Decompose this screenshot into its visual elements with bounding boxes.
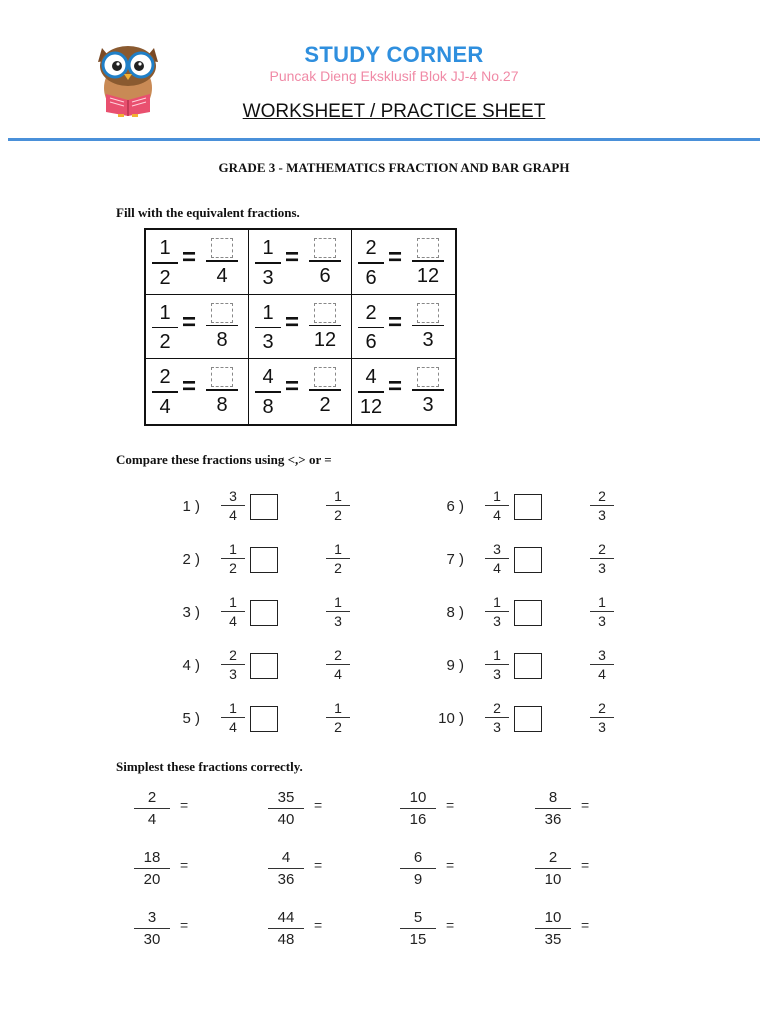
answer-box[interactable] <box>514 547 542 573</box>
answer-box[interactable] <box>514 600 542 626</box>
fraction-bar <box>326 558 350 559</box>
fraction-bar <box>590 611 614 612</box>
fraction-bar <box>326 717 350 718</box>
fraction-bar <box>412 389 444 391</box>
answer-box[interactable] <box>250 600 278 626</box>
fraction-bar <box>412 260 444 262</box>
fraction <box>152 365 178 419</box>
compare-item <box>424 541 624 581</box>
denominator: 3 <box>493 719 501 735</box>
fraction-answer <box>412 301 444 353</box>
fraction-bar <box>221 717 245 718</box>
denominator: 3 <box>493 613 501 629</box>
equals-sign: = <box>285 373 300 401</box>
denominator: 4 <box>493 507 501 523</box>
numerator: 8 <box>548 789 558 806</box>
denominator: 36 <box>544 811 562 829</box>
header-divider <box>8 138 760 141</box>
equivalent-cell <box>146 359 249 424</box>
denominator: 6 <box>365 266 377 289</box>
fraction-bar <box>268 928 304 929</box>
denominator: 4 <box>147 811 157 829</box>
denominator: 3 <box>598 719 606 735</box>
fraction <box>485 647 509 682</box>
fraction <box>590 594 614 629</box>
fraction-answer <box>309 301 341 353</box>
answer-box[interactable] <box>314 367 336 387</box>
denominator: 6 <box>365 331 377 354</box>
fraction <box>221 700 245 735</box>
answer-box[interactable] <box>314 303 336 323</box>
equals-sign: = <box>581 917 590 933</box>
numerator: 2 <box>147 789 157 806</box>
fraction-bar <box>221 611 245 612</box>
simplify-item <box>400 849 510 893</box>
fraction <box>326 488 350 523</box>
brand-title: STUDY CORNER <box>304 42 484 67</box>
equivalent-cell <box>352 359 455 424</box>
fraction-answer <box>412 365 444 417</box>
compare-item <box>160 541 360 581</box>
answer-box[interactable] <box>314 238 336 258</box>
fraction <box>485 594 509 629</box>
fraction-bar <box>590 558 614 559</box>
fraction-answer <box>309 365 341 417</box>
denominator: 4 <box>229 719 237 735</box>
fraction-bar <box>309 325 341 327</box>
fraction <box>326 541 350 576</box>
numerator: 1 <box>493 647 501 663</box>
owl-reading-book-icon <box>88 38 168 118</box>
fraction <box>152 236 178 290</box>
numerator: 2 <box>598 700 606 716</box>
fraction <box>152 301 178 355</box>
answer-box[interactable] <box>514 653 542 679</box>
fraction <box>221 647 245 682</box>
numerator: 1 <box>159 237 171 259</box>
numerator: 1 <box>262 237 274 259</box>
equals-sign: = <box>182 244 197 271</box>
fraction-bar <box>134 868 170 869</box>
denominator: 16 <box>409 811 427 829</box>
fraction-bar <box>400 868 436 869</box>
fraction <box>326 700 350 735</box>
numerator: 2 <box>493 700 501 716</box>
fraction-bar <box>152 391 178 393</box>
equals-sign: = <box>446 857 455 873</box>
answer-box[interactable] <box>211 367 233 387</box>
fraction-bar <box>535 928 571 929</box>
fraction <box>134 789 170 828</box>
answer-box[interactable] <box>417 238 439 258</box>
answer-box[interactable] <box>250 706 278 732</box>
denominator: 2 <box>334 560 342 576</box>
compare-item <box>160 647 360 687</box>
answer-box[interactable] <box>250 547 278 573</box>
fraction-bar <box>590 664 614 665</box>
numerator: 2 <box>598 541 606 557</box>
compare-instruction: Compare these fractions using <,> or = <box>116 452 332 467</box>
simplify-item <box>134 849 244 893</box>
numerator: 2 <box>159 366 171 389</box>
item-number: 5 ) <box>182 710 200 727</box>
item-number: 9 ) <box>446 657 464 674</box>
answer-box[interactable] <box>514 494 542 520</box>
fraction-bar <box>206 260 238 262</box>
equivalent-cell <box>146 295 249 360</box>
fraction-bar <box>358 391 384 393</box>
simplify-item <box>400 789 510 833</box>
numerator: 1 <box>229 700 237 716</box>
fraction <box>400 849 436 888</box>
numerator: 1 <box>334 594 342 610</box>
item-number: 10 ) <box>438 710 464 727</box>
numerator: 4 <box>365 366 377 389</box>
fraction <box>134 849 170 888</box>
fraction <box>590 541 614 576</box>
numerator: 1 <box>334 488 342 504</box>
fraction-bar <box>255 262 281 264</box>
numerator: 1 <box>598 594 606 610</box>
numerator: 35 <box>277 789 295 806</box>
denominator: 2 <box>159 331 171 354</box>
item-number: 1 ) <box>182 498 200 515</box>
equals-sign: = <box>314 917 323 933</box>
denominator: 4 <box>229 613 237 629</box>
simplify-item <box>535 849 645 893</box>
equals-sign: = <box>581 857 590 873</box>
denominator: 6 <box>319 264 331 287</box>
answer-box[interactable] <box>514 706 542 732</box>
numerator: 2 <box>229 647 237 663</box>
simplify-item <box>268 849 378 893</box>
fraction <box>221 594 245 629</box>
fraction-bar <box>326 505 350 506</box>
fraction-bar <box>134 928 170 929</box>
numerator: 1 <box>229 541 237 557</box>
denominator: 12 <box>416 264 440 287</box>
simplify-item <box>268 909 378 953</box>
denominator: 3 <box>598 613 606 629</box>
fraction <box>590 647 614 682</box>
denominator: 2 <box>319 393 331 416</box>
fraction-answer <box>206 236 238 288</box>
denominator: 4 <box>159 395 171 418</box>
equivalent-cell <box>249 359 352 424</box>
equals-sign: = <box>285 308 300 336</box>
answer-box[interactable] <box>250 653 278 679</box>
fraction <box>358 365 384 419</box>
equals-sign: = <box>314 797 323 813</box>
fraction <box>535 909 571 948</box>
fraction-bar <box>535 808 571 809</box>
denominator: 48 <box>277 931 295 949</box>
fraction <box>400 789 436 828</box>
equals-sign: = <box>388 244 403 271</box>
fraction-bar <box>152 262 178 264</box>
fraction <box>255 236 281 290</box>
simplify-item <box>268 789 378 833</box>
fraction <box>590 488 614 523</box>
equals-sign: = <box>581 797 590 813</box>
denominator: 4 <box>229 507 237 523</box>
numerator: 1 <box>159 301 171 324</box>
equivalent-cell <box>249 230 352 295</box>
denominator: 3 <box>334 613 342 629</box>
equals-sign: = <box>180 917 189 933</box>
fraction <box>255 365 281 419</box>
fraction <box>221 541 245 576</box>
denominator: 2 <box>334 507 342 523</box>
fraction-bar <box>326 664 350 665</box>
denominator: 4 <box>493 560 501 576</box>
numerator: 4 <box>281 849 291 866</box>
numerator: 2 <box>598 488 606 504</box>
denominator: 8 <box>262 395 274 418</box>
fraction-bar <box>485 717 509 718</box>
fraction <box>221 488 245 523</box>
fraction-bar <box>535 868 571 869</box>
denominator: 3 <box>262 266 274 289</box>
equals-sign: = <box>180 797 189 813</box>
fraction-answer <box>206 365 238 417</box>
fraction <box>485 488 509 523</box>
denominator: 3 <box>229 666 237 682</box>
denominator: 4 <box>334 666 342 682</box>
equals-sign: = <box>285 244 300 271</box>
denominator: 10 <box>544 871 562 889</box>
answer-box[interactable] <box>417 367 439 387</box>
compare-item <box>424 647 624 687</box>
fraction-bar <box>309 389 341 391</box>
fraction-bar <box>358 327 384 329</box>
numerator: 1 <box>229 594 237 610</box>
denominator: 2 <box>229 560 237 576</box>
fraction-bar <box>400 808 436 809</box>
fraction-bar <box>590 505 614 506</box>
equivalent-cell <box>352 295 455 360</box>
fraction-answer <box>206 301 238 353</box>
equals-sign: = <box>388 308 403 336</box>
item-number: 7 ) <box>446 551 464 568</box>
fraction-bar <box>485 664 509 665</box>
denominator: 36 <box>277 871 295 889</box>
fraction <box>326 647 350 682</box>
denominator: 35 <box>544 931 562 949</box>
fraction-bar <box>268 868 304 869</box>
equals-sign: = <box>182 308 197 336</box>
fraction-bar <box>485 611 509 612</box>
compare-item <box>160 488 360 528</box>
fraction <box>485 541 509 576</box>
simplify-item <box>134 789 244 833</box>
compare-item <box>424 700 624 740</box>
fraction <box>485 700 509 735</box>
fraction-bar <box>485 558 509 559</box>
fraction-bar <box>590 717 614 718</box>
denominator: 20 <box>143 871 161 889</box>
equals-sign: = <box>180 857 189 873</box>
numerator: 1 <box>262 301 274 324</box>
answer-box[interactable] <box>417 303 439 323</box>
fraction <box>134 909 170 948</box>
compare-item <box>160 700 360 740</box>
numerator: 3 <box>598 647 606 663</box>
fraction-bar <box>485 505 509 506</box>
sheet-title: WORKSHEET / PRACTICE SHEET <box>242 101 546 122</box>
fraction <box>268 909 304 948</box>
equivalent-cell <box>249 295 352 360</box>
denominator: 3 <box>262 331 274 354</box>
equivalent-fractions-grid <box>144 228 457 426</box>
fraction-bar <box>255 327 281 329</box>
fraction <box>590 700 614 735</box>
denominator: 3 <box>598 560 606 576</box>
fraction-bar <box>400 928 436 929</box>
numerator: 3 <box>229 488 237 504</box>
answer-box[interactable] <box>211 303 233 323</box>
denominator: 40 <box>277 811 295 829</box>
equals-sign: = <box>314 857 323 873</box>
numerator: 18 <box>143 849 161 866</box>
denominator: 3 <box>422 329 434 352</box>
equals-sign: = <box>182 373 197 401</box>
fraction-bar <box>221 664 245 665</box>
answer-box[interactable] <box>211 238 233 258</box>
fraction-bar <box>358 262 384 264</box>
numerator: 2 <box>548 849 558 866</box>
numerator: 4 <box>262 366 274 389</box>
fraction <box>400 909 436 948</box>
item-number: 3 ) <box>182 604 200 621</box>
address-line: Puncak Dieng Eksklusif Blok JJ-4 No.27 <box>269 68 519 84</box>
denominator: 9 <box>413 871 423 889</box>
fraction-answer <box>412 236 444 288</box>
numerator: 10 <box>409 789 427 806</box>
fraction-bar <box>255 391 281 393</box>
denominator: 2 <box>159 266 171 289</box>
numerator: 10 <box>544 909 562 926</box>
fraction <box>326 594 350 629</box>
simplify-item <box>400 909 510 953</box>
denominator: 4 <box>598 666 606 682</box>
equivalent-cell <box>146 230 249 295</box>
simplify-instruction: Simplest these fractions correctly. <box>116 759 303 774</box>
fraction-bar <box>412 325 444 327</box>
equals-sign: = <box>388 373 403 401</box>
equals-sign: = <box>446 917 455 933</box>
numerator: 1 <box>493 594 501 610</box>
compare-item <box>160 594 360 634</box>
numerator: 5 <box>413 909 423 926</box>
fraction-bar <box>268 808 304 809</box>
fraction <box>535 789 571 828</box>
numerator: 1 <box>334 541 342 557</box>
equals-sign: = <box>446 797 455 813</box>
denominator: 30 <box>143 931 161 949</box>
denominator: 3 <box>422 393 434 416</box>
denominator: 12 <box>359 395 383 418</box>
simplify-item <box>535 909 645 953</box>
denominator: 2 <box>334 719 342 735</box>
item-number: 8 ) <box>446 604 464 621</box>
fraction <box>358 301 384 355</box>
numerator: 3 <box>493 541 501 557</box>
numerator: 2 <box>365 301 377 324</box>
numerator: 2 <box>365 237 377 259</box>
grade-title: GRADE 3 - MATHEMATICS FRACTION AND BAR GRAPH <box>218 160 570 175</box>
fraction-bar <box>206 325 238 327</box>
denominator: 15 <box>409 931 427 949</box>
denominator: 3 <box>598 507 606 523</box>
fraction-bar <box>206 389 238 391</box>
fraction-bar <box>326 611 350 612</box>
item-number: 4 ) <box>182 657 200 674</box>
fraction-answer <box>309 236 341 288</box>
numerator: 6 <box>413 849 423 866</box>
denominator: 4 <box>216 264 228 287</box>
compare-item <box>424 594 624 634</box>
numerator: 1 <box>334 700 342 716</box>
equivalent-cell <box>352 230 455 295</box>
fraction <box>255 301 281 355</box>
numerator: 1 <box>493 488 501 504</box>
denominator: 8 <box>216 393 228 416</box>
numerator: 3 <box>147 909 157 926</box>
fraction-bar <box>134 808 170 809</box>
numerator: 44 <box>277 909 295 926</box>
equivalent-instruction: Fill with the equivalent fractions. <box>116 205 300 220</box>
compare-item <box>424 488 624 528</box>
fraction <box>358 236 384 290</box>
fraction <box>268 849 304 888</box>
fraction-bar <box>309 260 341 262</box>
fraction-bar <box>152 327 178 329</box>
fraction-bar <box>221 558 245 559</box>
simplify-item <box>134 909 244 953</box>
fraction <box>268 789 304 828</box>
denominator: 3 <box>493 666 501 682</box>
fraction <box>535 849 571 888</box>
denominator: 8 <box>216 329 228 352</box>
simplify-item <box>535 789 645 833</box>
numerator: 2 <box>334 647 342 663</box>
fraction-bar <box>221 505 245 506</box>
answer-box[interactable] <box>250 494 278 520</box>
denominator: 12 <box>313 329 337 352</box>
item-number: 6 ) <box>446 498 464 515</box>
item-number: 2 ) <box>182 551 200 568</box>
